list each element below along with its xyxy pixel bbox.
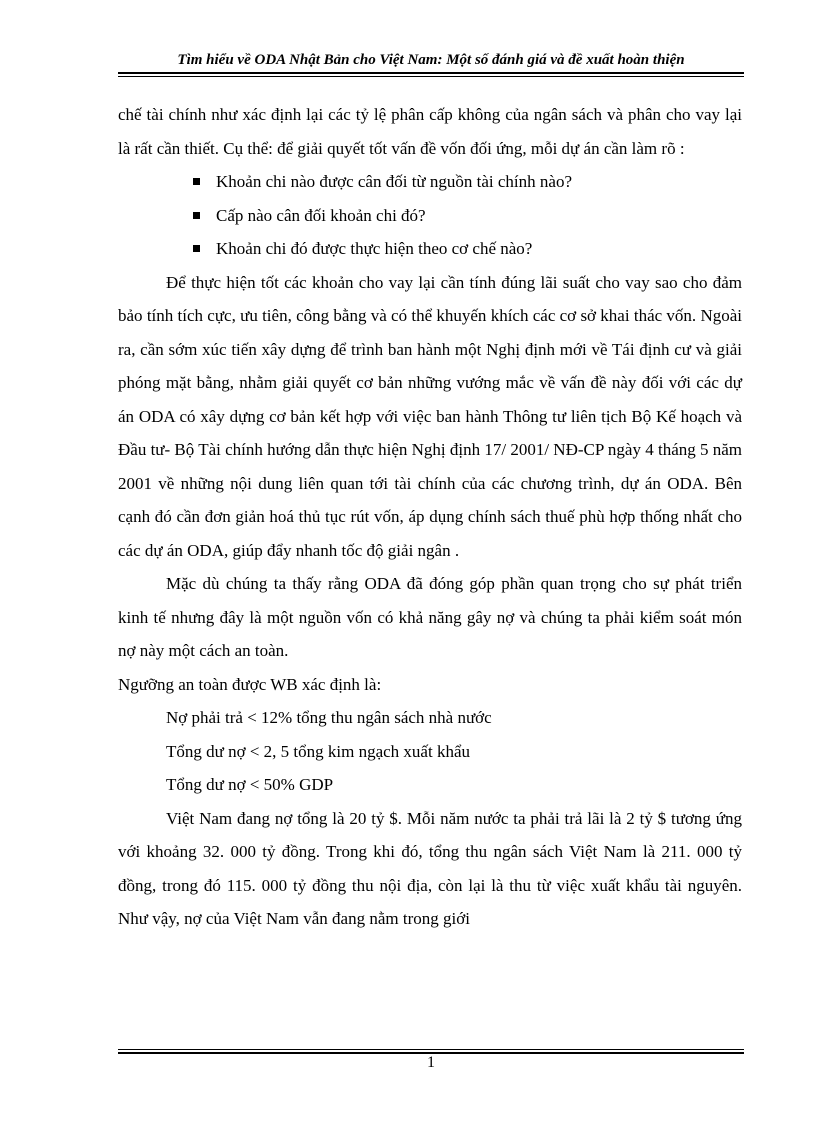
square-bullet-icon: [193, 178, 200, 185]
bullet-text: Cấp nào cân đối khoản chi đó?: [216, 205, 426, 225]
threshold-line: Tổng dư nợ < 50% GDP: [166, 775, 334, 794]
paragraph-2: Để thực hiện tốt các khoản cho vay lại cần tính đúng lãi suất cho vay sao cho đảm bảo tính tích cực, ưu tiên, công bằng và có thể khuyến khích các cơ sở khai thác vốn. Ngoài ra, cần sớm xúc tiến xây dựng để trình ban hành một Nghị định mới về Tái định cư và giải phóng mặt bằng, nhằm giải quyết cơ bản những vướng mắc về vấn đề này đối với các dự án ODA có xây dựng cơ bản kết hợp với việc ban hành Thông tư liên tịch Bộ Kế hoạch và Đầu tư- Bộ Tài chính hướng dẫn thực hiện Nghị định 17/ 2001/ NĐ-CP ngày 4 tháng 5 năm 2001 về những nội dung liên quan tới tài chính của các chương trình, dự án ODA. Bên cạnh đó cần đơn giản hoá thủ tục rút vốn, áp dụng chính sách thuế phù hợp thống nhất cho các dự án ODA, giúp đẩy nhanh tốc độ giải ngân .: [118, 272, 743, 560]
paragraph-4: Ngưỡng an toàn được WB xác định là:: [118, 674, 382, 694]
paragraph-3: Mặc dù chúng ta thấy rằng ODA đã đóng góp phần quan trọng cho sự phát triển kinh tế nhưng đây là một nguồn vốn có khả năng gây nợ và chúng ta phải kiểm soát món nợ này một cách an toàn.: [118, 574, 742, 660]
square-bullet-icon: [193, 245, 200, 252]
square-bullet-icon: [193, 212, 200, 219]
bullet-item: [118, 165, 742, 199]
page-body: [118, 98, 742, 936]
header-rule-thin: [118, 76, 744, 77]
header-rule-thick: [118, 72, 744, 74]
paragraph-5: Việt Nam đang nợ tổng là 20 tỷ $. Mỗi năm nước ta phải trả lãi là 2 tỷ $ tương ứng với khoảng 32. 000 tỷ đồng. Trong khi đó, tổng thu ngân sách Việt Nam là 211. 000 tỷ đồng, trong đó 115. 000 tỷ đồng thu nội địa, còn lại là thu từ việc xuất khẩu tài nguyên. Như vậy, nợ của Việt Nam vẫn đang nằm trong giới: [118, 808, 742, 928]
bullet-item: [118, 232, 742, 266]
bullet-text: Khoản chi đó được thực hiện theo cơ chế nào?: [216, 239, 533, 258]
footer-rule-thin: [118, 1049, 744, 1050]
bullet-list: [118, 165, 742, 266]
page-number: 1: [427, 1054, 435, 1071]
bullet-text: Khoản chi nào được cân đối từ nguồn tài chính nào?: [216, 172, 572, 191]
page-header-title: Tìm hiểu về ODA Nhật Bản cho Việt Nam: Một số đánh giá và đề xuất hoàn thiện: [177, 52, 685, 68]
bullet-item: [118, 199, 742, 233]
threshold-line: Tổng dư nợ < 2, 5 tổng kim ngạch xuất khẩu: [166, 741, 470, 761]
threshold-line: Nợ phải trả < 12% tổng thu ngân sách nhà nước: [166, 708, 492, 727]
paragraph-1: chế tài chính như xác định lại các tỷ lệ phân cấp không của ngân sách và phân cho vay lại là rất cần thiết. Cụ thể: để giải quyết tốt vấn đề vốn đối ứng, mỗi dự án cần làm rõ :: [118, 105, 742, 158]
